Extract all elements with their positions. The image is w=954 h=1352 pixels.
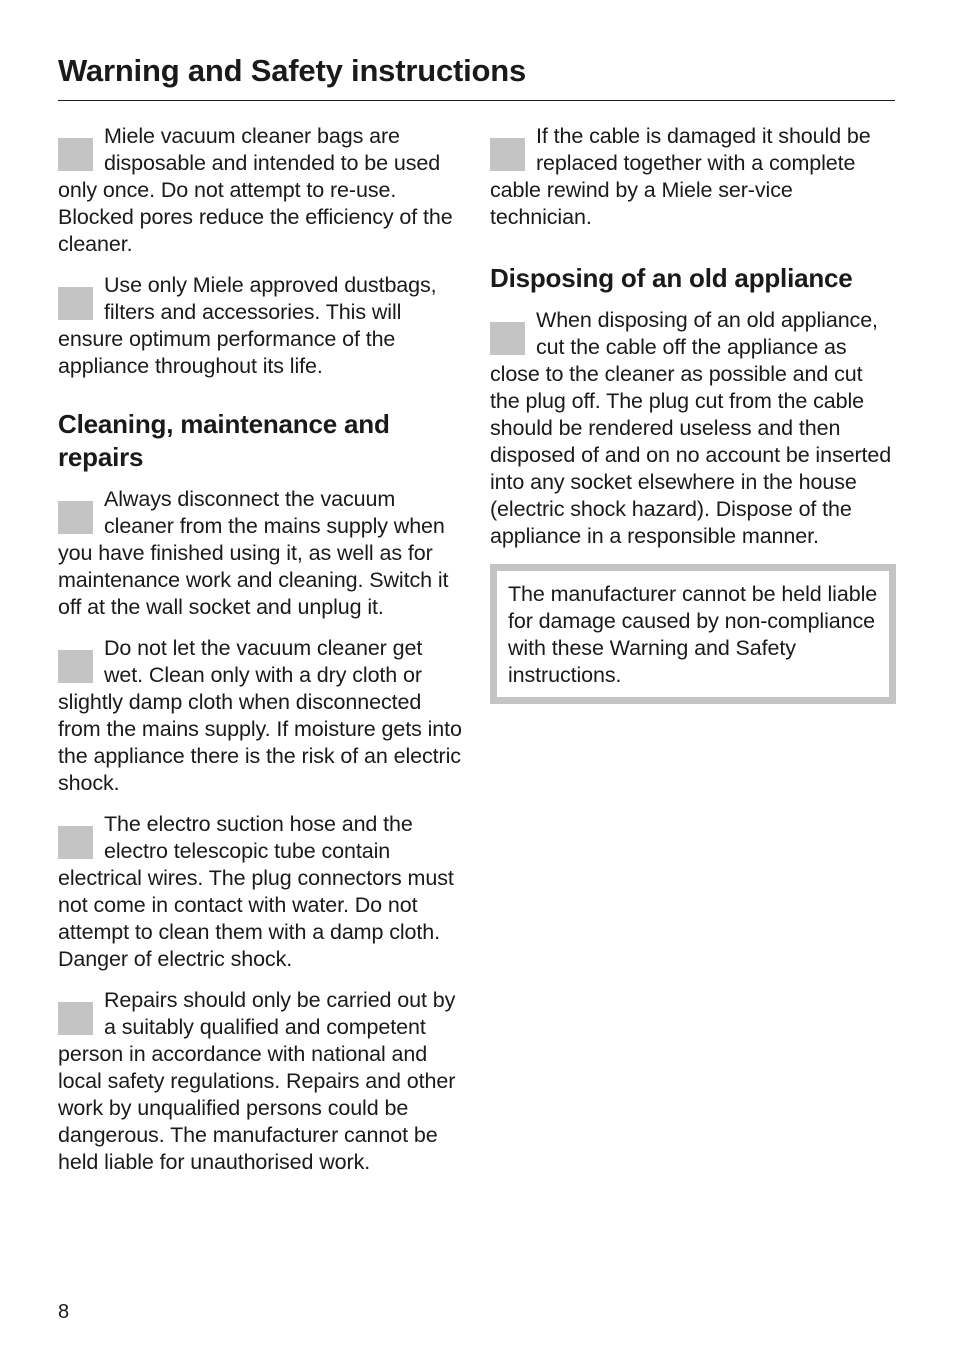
- paragraph-repairs: Repairs should only be carried out by a suitably qualified and competent person in accordance with national and local safety regulations. Repairs and other work by unqualified persons could be dangerous. The manufacturer cannot be held liable for unauthorised work.: [58, 987, 466, 1176]
- left-column: [58, 123, 466, 1190]
- paragraph-disposal: When disposing of an old appliance, cut the cable off the appliance as close to the cleaner as possible and cut the plug off. The plug cut from the cable should be rendered useless and then disposed of and on no account be inserted into any socket elsewhere in the house (electric shock hazard). Dispose of the appliance in a responsible manner.: [490, 307, 896, 550]
- paragraph-disconnect: Always disconnect the vacuum cleaner from the mains supply when you have finished using it, as well as for maintenance work and cleaning. Switch it off at the wall socket and unplug it.: [58, 486, 466, 621]
- heading-cleaning-maintenance-repairs: Cleaning, maintenance and repairs: [58, 409, 390, 472]
- page-number: 8: [58, 1301, 70, 1323]
- paragraph-damaged-cable: If the cable is damaged it should be replaced together with a complete cable rewind by a Miele ser-vice technician.: [490, 123, 896, 231]
- paragraph-accessories: Use only Miele approved dustbags, filters and accessories. This will ensure optimum performance of the appliance throughout its life.: [58, 272, 466, 380]
- paragraph-electro-hose: The electro suction hose and the electro telescopic tube contain electrical wires. The plug connectors must not come in contact with water. Do not attempt to clean them with a damp cloth. Danger of electric shock.: [58, 811, 466, 973]
- liability-notice-box: The manufacturer cannot be held liable for damage caused by non-compliance with these Warning and Safety instructions.: [490, 564, 896, 704]
- right-column: [490, 123, 896, 704]
- title-divider: [58, 100, 895, 101]
- paragraph-keep-dry: Do not let the vacuum cleaner get wet. Clean only with a dry cloth or slightly damp cloth when disconnected from the mains supply. If moisture gets into the appliance there is the risk of an electric shock.: [58, 635, 466, 797]
- paragraph-bags: Miele vacuum cleaner bags are disposable and intended to be used only once. Do not attempt to re-use. Blocked pores reduce the efficiency of the cleaner.: [58, 123, 466, 258]
- page-title: Warning and Safety instructions: [58, 53, 527, 88]
- heading-disposing-old-appliance: Disposing of an old appliance: [490, 263, 853, 293]
